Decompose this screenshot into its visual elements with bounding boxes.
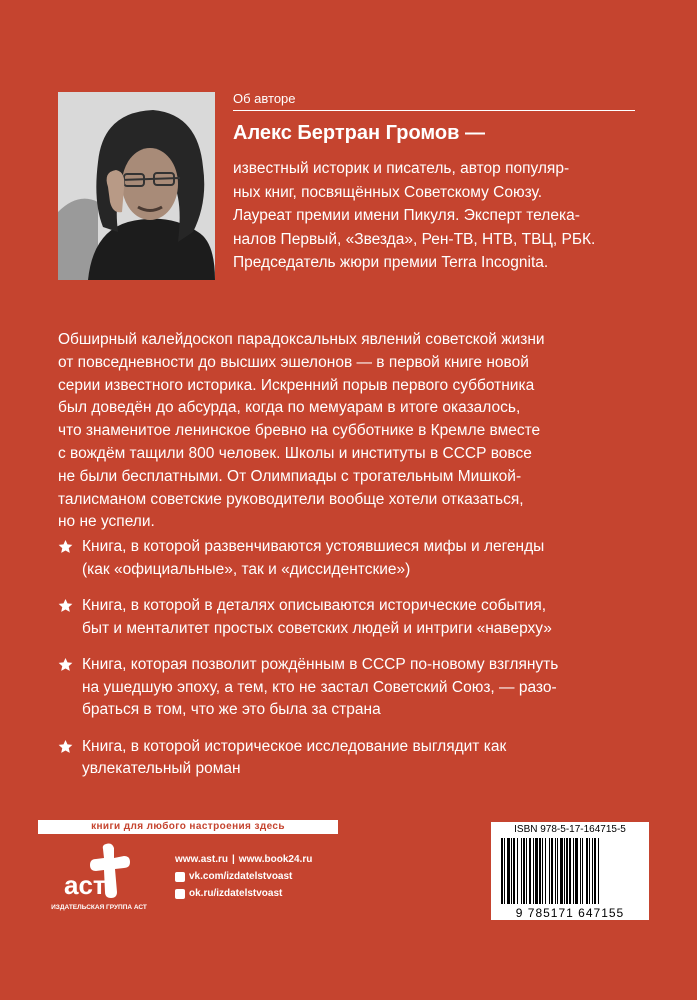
ok-row bbox=[175, 885, 312, 902]
feature-line: увлекательный роман bbox=[82, 760, 241, 777]
description-line: от повседневности до высших эшелонов — в первой книге новой bbox=[58, 353, 529, 371]
feature-item bbox=[58, 654, 658, 722]
link-separator: | bbox=[231, 854, 235, 865]
barcode-bar bbox=[582, 838, 583, 904]
author-photo-illustration bbox=[58, 92, 215, 280]
barcode-bar bbox=[545, 838, 546, 904]
barcode-bar bbox=[533, 838, 534, 904]
author-bio-line: Лауреат премии имени Пикуля. Эксперт телека- bbox=[233, 207, 580, 224]
barcode-bar bbox=[564, 838, 565, 904]
feature-line: Книга, в которой в деталях описываются исторические события, bbox=[82, 597, 547, 614]
barcode-bar bbox=[560, 838, 563, 904]
isbn-number: ISBN 978-5-17-164715-5 bbox=[514, 824, 626, 835]
barcode-digits: 9 785171 647155 bbox=[515, 906, 625, 920]
feature-line: Книга, которая позволит рождённым в СССР по-новому взглянуть bbox=[82, 656, 559, 673]
description-line: Обширный калейдоскоп парадоксальных явлений советской жизни bbox=[58, 331, 545, 348]
author-name: Алекс Бертран Громов — bbox=[233, 122, 486, 144]
author-bio-line: ных книг, посвящённых Советскому Союзу. bbox=[233, 183, 543, 201]
barcode-bar bbox=[557, 838, 558, 904]
feature-item bbox=[58, 536, 658, 581]
star-icon bbox=[58, 657, 73, 672]
description-line: но не успели. bbox=[58, 513, 155, 531]
logo-text: аст bbox=[64, 870, 106, 900]
barcode-bar bbox=[539, 838, 541, 904]
feature-item bbox=[58, 736, 658, 781]
description-line: был доведён до абсурда, когда по мемуарам в итоге оказалось, bbox=[58, 399, 521, 417]
ast-logo bbox=[60, 840, 136, 900]
tagline-banner: книги для любого настроения здесь bbox=[38, 820, 338, 834]
vk-link[interactable]: vk.com/izdatelstvoast bbox=[189, 871, 293, 882]
author-bio-line: известный историк и писатель, автор популяр- bbox=[233, 160, 570, 177]
feature-line: браться в том, что же это была за страна bbox=[82, 701, 381, 718]
barcode-bar bbox=[507, 838, 510, 904]
publisher-name: ИЗДАТЕЛЬСКАЯ ГРУППА АСТ bbox=[51, 904, 147, 911]
ok-link[interactable]: ok.ru/izdatelstvoast bbox=[189, 888, 283, 899]
barcode-bar bbox=[580, 838, 581, 904]
barcode-bar bbox=[594, 838, 596, 904]
barcode-bar bbox=[592, 838, 593, 904]
author-bio-line: Председатель жюри премии Terra Incognita. bbox=[233, 254, 549, 271]
vk-icon bbox=[175, 872, 185, 882]
author-photo bbox=[58, 92, 215, 280]
barcode-bar bbox=[555, 838, 556, 904]
vk-row bbox=[175, 868, 312, 885]
barcode-bar bbox=[542, 838, 543, 904]
barcode-bars bbox=[499, 838, 641, 906]
isbn-barcode bbox=[491, 822, 649, 920]
about-author-label: Об авторе bbox=[233, 91, 296, 106]
barcode-bar bbox=[551, 838, 553, 904]
feature-line: быт и менталитет простых советских людей и интриги «наверху» bbox=[82, 619, 552, 637]
barcode-bar bbox=[575, 838, 578, 904]
author-bio bbox=[233, 157, 643, 275]
description-line: талисманом советские руководители вообще хотели отказаться, bbox=[58, 490, 524, 508]
barcode-bar bbox=[535, 838, 538, 904]
barcode-bar bbox=[517, 838, 518, 904]
barcode-bar bbox=[586, 838, 588, 904]
star-icon bbox=[58, 739, 73, 754]
about-divider bbox=[233, 110, 635, 111]
barcode-bar bbox=[589, 838, 590, 904]
book-description bbox=[58, 329, 658, 534]
ok-icon bbox=[175, 889, 185, 899]
website-row bbox=[175, 851, 312, 868]
feature-line: Книга, в которой развенчиваются устоявшиеся мифы и легенды bbox=[82, 538, 545, 555]
barcode-bar bbox=[549, 838, 550, 904]
feature-list bbox=[58, 536, 658, 795]
barcode-bar bbox=[566, 838, 568, 904]
barcode-bar bbox=[598, 838, 599, 904]
barcode-bar bbox=[573, 838, 574, 904]
barcode-bar bbox=[526, 838, 527, 904]
feature-line: Книга, в которой историческое исследование выглядит как bbox=[82, 737, 507, 755]
barcode-bar bbox=[523, 838, 525, 904]
feature-line: (как «официальные», так и «диссидентские») bbox=[82, 560, 411, 578]
author-bio-line: налов Первый, «Звезда», Рен-ТВ, НТВ, ТВЦ, РБК. bbox=[233, 230, 596, 248]
barcode-bar bbox=[511, 838, 512, 904]
barcode-bar bbox=[501, 838, 503, 904]
website-link-ast[interactable]: www.ast.ru bbox=[175, 854, 228, 865]
website-link-book24[interactable]: www.book24.ru bbox=[238, 854, 313, 865]
description-line: что знаменитое ленинское бревно на субботнике в Кремле вместе bbox=[58, 422, 541, 440]
description-line: с вождём тащили 800 человек. Школы и институты в СССР вовсе bbox=[58, 444, 532, 462]
star-icon bbox=[58, 539, 73, 554]
star-icon bbox=[58, 598, 73, 613]
barcode-bar bbox=[569, 838, 571, 904]
barcode-bar bbox=[521, 838, 522, 904]
barcode-bar bbox=[513, 838, 515, 904]
description-line: серии известного историка. Искренний порыв первого субботника bbox=[58, 376, 535, 394]
feature-line: на ушедшую эпоху, а тем, кто не застал Советский Союз, — разо- bbox=[82, 678, 557, 696]
barcode-bar bbox=[504, 838, 505, 904]
footer-links bbox=[175, 851, 312, 902]
description-line: не были бесплатными. От Олимпиады с трогательным Мишкой- bbox=[58, 467, 522, 485]
feature-item bbox=[58, 595, 658, 640]
barcode-bar bbox=[529, 838, 531, 904]
